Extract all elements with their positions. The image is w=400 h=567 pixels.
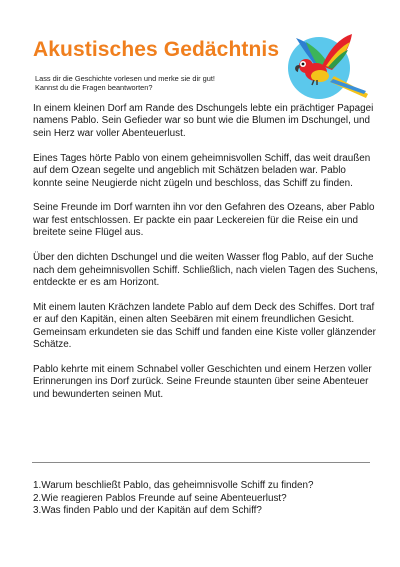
question-list (33, 480, 378, 518)
story-paragraph: Eines Tages hörte Pablo von einem geheimnisvollen Schiff, das weit draußen auf dem Ozean segelte und angeblich mit Schätzen beladen war. Pablo konnte seine Neugierde nicht zügeln und beschloss, das Schiff zu finden. (33, 152, 371, 189)
story-paragraph: In einem kleinen Dorf am Rande des Dschungels lebte ein prächtiger Papagei namens Pablo. Sein Gefieder war so bunt wie die Blumen im Dschungel, und sein Herz war voller Abenteuerlust. (33, 103, 374, 139)
divider (32, 462, 370, 463)
story-text (33, 103, 378, 414)
question-item: 3.Was finden Pablo und der Kapitän auf dem Schiff? (33, 505, 262, 517)
story-paragraph: Über den dichten Dschungel und die weiten Wasser flog Pablo, auf der Suche nach dem geheimnisvollen Schiff. Schließlich, nach vielen Tagen des Suchens, entdeckte er es am Horizont. (33, 252, 378, 288)
story-paragraph: Pablo kehrte mit einem Schnabel voller Geschichten und einem Herzen voller Erinnerungen ins Dorf zurück. Seine Freunde staunten über seine Abenteuer und bewunderten seinen Mut. (33, 364, 372, 400)
question-item: 2.Wie reagieren Pablos Freunde auf seine Abenteuerlust? (33, 492, 287, 504)
story-paragraph: Mit einem lauten Krächzen landete Pablo auf dem Deck des Schiffes. Dort traf er auf den Kapitän, einen alten Seebären mit einem freundlichen Gesicht. Gemeinsam erkundeten sie das Schiff und fanden eine Kiste voller glänzender Schätze. (33, 301, 376, 351)
story-paragraph: Seine Freunde im Dorf warnten ihn vor den Gefahren des Ozeans, aber Pablo war fest entschlossen. Er packte ein paar Leckereien für die Reise ein und breitete seine Flügel aus. (33, 202, 375, 239)
parrot-icon (286, 32, 370, 102)
instruction-line: Lass dir die Geschichte vorlesen und merke sie dir gut! (35, 74, 215, 83)
instructions (35, 74, 285, 92)
question-item: 1.Warum beschließt Pablo, das geheimnisvolle Schiff zu finden? (33, 480, 314, 491)
page-title: Akustisches Gedächtnis (33, 38, 280, 61)
instruction-line: Kannst du die Fragen beantworten? (35, 83, 153, 92)
